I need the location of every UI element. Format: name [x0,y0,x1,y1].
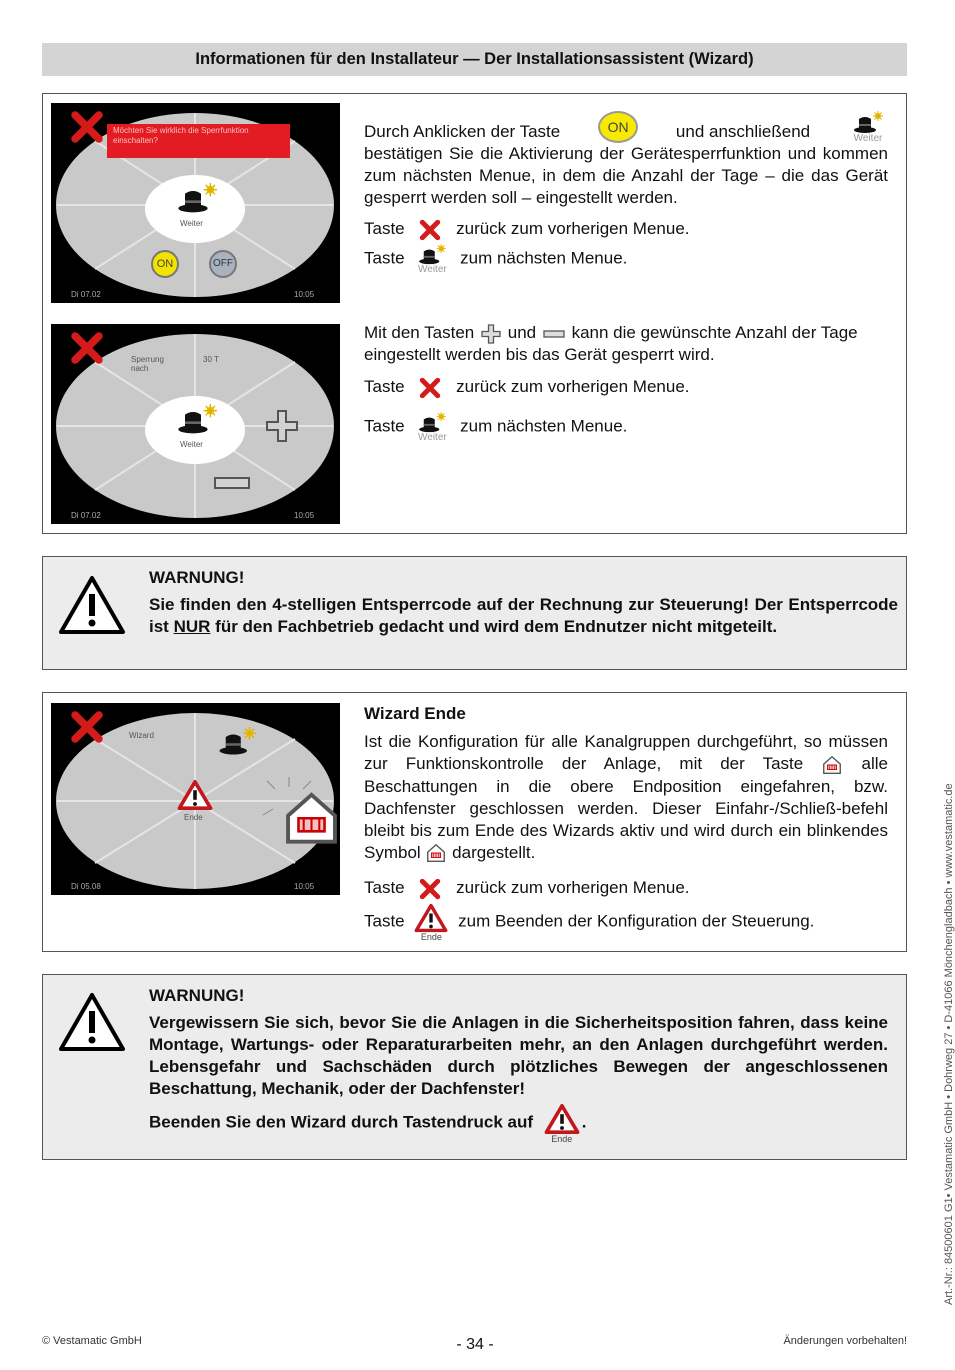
weiter-icon-label: Weiter [853,133,883,144]
warning-title-text: WARNUNG! [149,568,245,587]
warning-final-text: Beenden Sie den Wizard durch Tastendruck auf [149,1112,533,1132]
weiter-icon [412,412,452,442]
on-button[interactable] [151,250,179,278]
taste-label: Taste [364,878,405,897]
section1-back-line [364,218,690,241]
section3-finish-line [364,903,814,941]
wizard-end-title: Wizard Ende [364,704,466,723]
section1-first-line [364,107,888,143]
warning-text [149,594,898,638]
warning-final-line [149,1103,586,1143]
close-icon[interactable] [70,110,104,144]
lock-days-value: 30 T [203,355,219,364]
footer-note: Änderungen vorbehalten! [783,1335,907,1347]
taste-label: Taste [364,377,405,396]
warning-icon [57,574,127,636]
section2-back-line [364,376,690,399]
section3-text-b: alle Beschattungen in die obere Endposition eingefahren, bzw. Dachfenster geschlossen werden. Dieser Einfahr-/Schließ-befehl bleibt bis zum Ende des Wizards aktiv und wird durch ein blinkendes Symbol [364,754,888,862]
house-blinds-icon [821,754,843,776]
end-icon [542,1103,582,1143]
warning-triangle-icon [414,903,448,933]
section3-back-line [364,877,690,900]
hat-icon [177,183,217,215]
off-button-label: OFF [213,258,233,269]
taste-label: Taste [364,248,405,268]
finish-text: zum Beenden der Konfiguration der Steuerung. [458,911,815,931]
warning-text-nur: NUR [173,617,211,636]
off-button[interactable] [209,250,237,278]
section2-line1 [364,322,858,344]
side-imprint: Art.-Nr.: 84500601 G1• Vestamatic GmbH • Dohrweg 27 • D-41066 Mönchengladbach • www.vestamatic.de [943,783,955,1305]
weiter-label: Weiter [180,440,203,449]
section1-text-c: bestätigen Sie die Aktivierung der Gerätesperrfunktion und kommen zum nächsten Menue, in dem die Anzahl der Tage – die das Gerät gesperrt werden soll – eingestellt werden. [364,144,888,207]
section3-paragraph [364,731,888,864]
screen-date: Di 07.02 [71,511,101,520]
on-icon [598,111,638,143]
section1-text-a: Durch Anklicken der Taste [364,122,561,141]
warning-box-1 [42,556,907,670]
confirm-prompt-text: Möchten Sie wirklich die Sperrfunktion einschalten? [113,126,249,145]
back-text: zurück zum vorherigen Menue. [456,219,690,238]
section1-next-line [364,244,627,274]
house-blinds-icon[interactable] [259,775,319,825]
footer-copyright: © Vestamatic GmbH [42,1335,142,1347]
page-title: Informationen für den Installateur — Der Installationsassistent (Wizard) [195,50,754,68]
end-icon-label: Ende [551,1134,573,1144]
section1-paragraph [364,107,888,209]
back-text: zurück zum vorherigen Menue. [456,377,690,396]
page-header [42,43,907,76]
ende-label: Ende [184,813,203,822]
next-text: zum nächsten Menue. [460,248,628,268]
end-icon [411,903,451,941]
hat-icon [418,244,446,266]
close-icon [419,219,441,241]
close-icon[interactable] [70,710,104,744]
page-number: - 34 - [456,1336,494,1353]
screen-time: 10:05 [294,290,315,299]
taste-label: Taste [364,219,405,238]
section1-text-b: und anschließend [675,122,811,141]
weiter-label: Weiter [180,219,203,228]
end-warning-icon[interactable] [177,779,213,811]
device-screen-lock-days [51,324,340,524]
warning-triangle-icon [544,1103,580,1135]
section3-text-c: dargestellt. [452,842,536,862]
hat-icon [177,404,217,436]
weiter-icon [848,111,888,143]
section2-next-line [364,412,627,442]
back-text: zurück zum vorherigen Menue. [456,878,690,897]
screen-time: 10:05 [294,882,315,891]
screen-date: Di 07.02 [71,290,101,299]
hat-icon [418,412,446,434]
warning-text: Vergewissern Sie sich, bevor Sie die Anlagen in die Sicherheitsposition fahren, dass keine Montage, Wartungs- oder Reparaturarbeiten mehr, an den Anlagen durchgeführt werden. Lebensgefahr und Sachschäden durch plötzliches Bewegen der angeschlossenen Beschattung, Mechanik, oder der Dachfenster! [149,1013,888,1098]
section3-text-a: Ist die Konfiguration für alle Kanalgruppen durchgeführt, so müssen zur Funktionskontrolle der Anlage, mit der Taste [364,732,888,773]
close-icon [419,878,441,900]
section2-text-a: Mit den Tasten [364,323,475,342]
warning-icon [57,991,127,1053]
warning-title [149,986,244,1006]
taste-label: Taste [364,416,405,436]
warning-title [149,568,244,588]
screen-time: 10:05 [294,511,315,520]
warning-text-b: für den Fachbetrieb gedacht und wird dem Endnutzer nicht mitgeteilt. [215,617,778,636]
house-blinds-icon [425,842,447,864]
warning-box-2 [42,974,907,1160]
taste-label: Taste [364,911,405,931]
close-icon[interactable] [70,331,104,365]
confirm-prompt [107,124,290,158]
section2-text-b: und [507,323,537,342]
minus-icon [543,329,565,339]
weiter-icon-label: Weiter [418,432,447,443]
hat-icon [853,111,883,135]
weiter-icon [412,244,452,274]
lock-after-label: Sperrung nach [131,355,164,373]
weiter-icon-label: Weiter [418,264,447,275]
on-button-label: ON [156,258,174,270]
plus-icon [481,324,501,344]
on-icon-label: ON [607,119,629,135]
plus-icon[interactable] [265,409,299,443]
section2-text-c: kann die gewünschte Anzahl der Tage [571,323,858,342]
screen-date: Di 05.08 [71,882,101,891]
minus-icon[interactable] [214,476,250,490]
warning-final-period: . [581,1112,587,1132]
warning-title-text: WARNUNG! [149,986,245,1005]
device-screen-wizard-end [51,703,340,895]
section2-line2: eingestellt werden bis das Gerät gesperrt wird. [364,345,715,364]
device-screen-lock-confirm [51,103,340,303]
hat-icon [218,727,256,757]
wizard-label: Wizard [129,731,154,740]
close-icon [419,377,441,399]
next-text: zum nächsten Menue. [460,416,628,436]
warning-text-a: Sie finden den 4-stelligen Entsperrcode auf der Rechnung zur Steuerung! Der Entsperrcode ist [149,595,898,636]
end-icon-label: Ende [420,932,442,942]
